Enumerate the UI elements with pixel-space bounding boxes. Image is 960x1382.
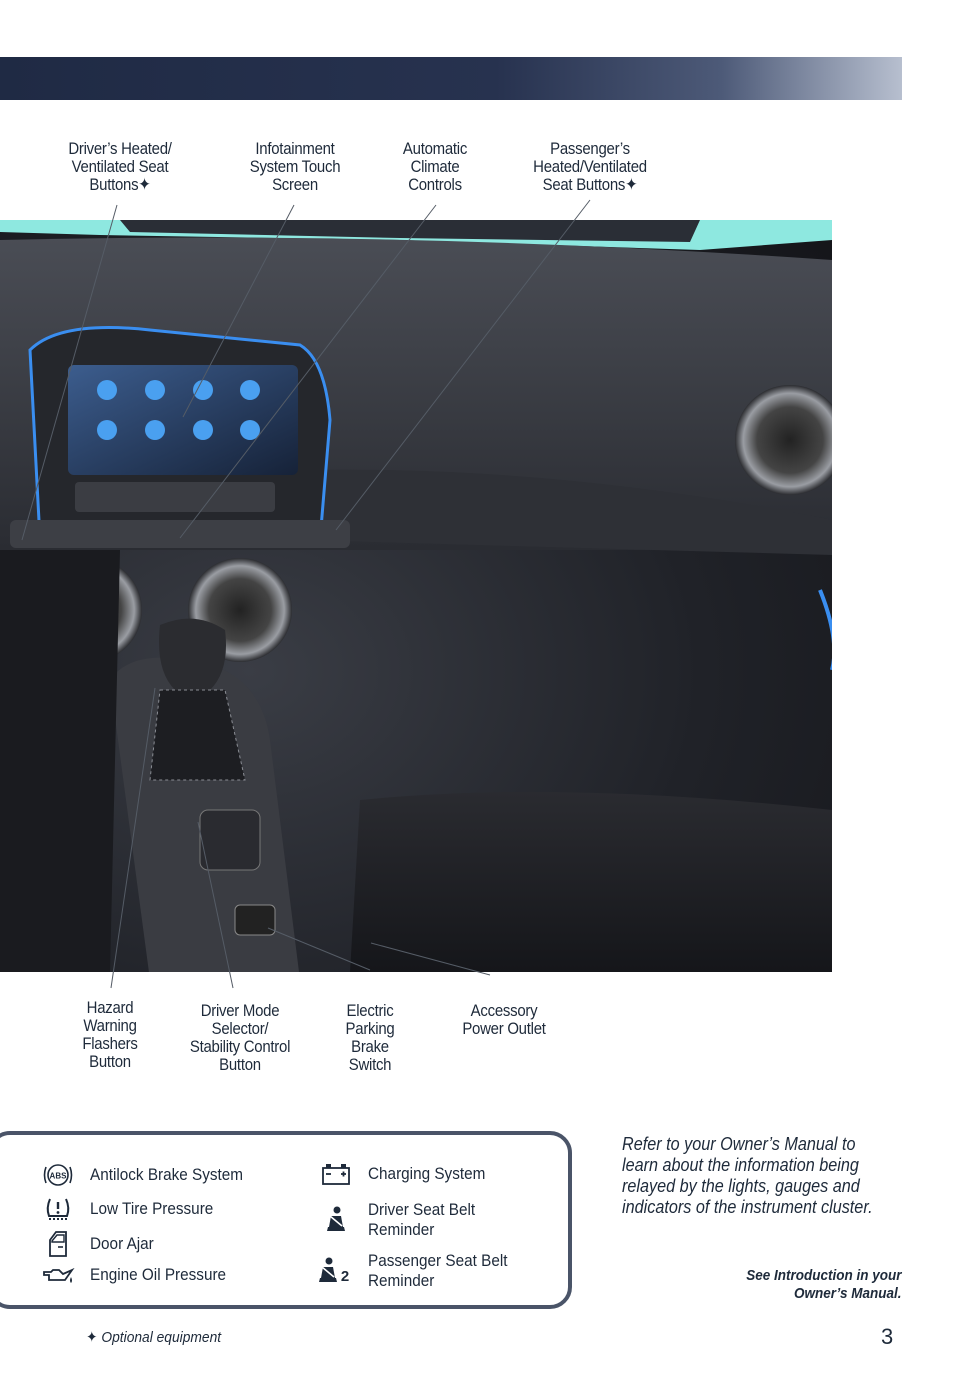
seatbelt-icon — [316, 1205, 356, 1235]
callout-hazard-button: Hazard Warning Flashers Button — [82, 998, 138, 1071]
optional-equipment-footnote: ✦ Optional equipment — [86, 1329, 222, 1346]
oil-pressure-icon — [38, 1264, 78, 1286]
callout-power-outlet: Accessory Power Outlet — [462, 1001, 546, 1038]
legend-item-charging — [316, 1162, 498, 1186]
legend-item-oil — [38, 1264, 241, 1286]
passenger-icon-number: 2 — [340, 1268, 350, 1285]
legend-item-driver-belt — [316, 1200, 487, 1240]
legend-label-oil: Engine Oil Pressure — [90, 1265, 227, 1284]
battery-icon — [316, 1162, 356, 1186]
legend-item-passenger-belt — [316, 1251, 523, 1291]
tire-pressure-icon — [38, 1196, 78, 1222]
legend-label-passenger-belt: Passenger Seat Belt Reminder — [368, 1251, 508, 1290]
legend-item-door — [38, 1230, 161, 1258]
passenger-seatbelt-icon — [316, 1256, 356, 1286]
callout-infotainment-screen: Infotainment System Touch Screen — [249, 139, 341, 194]
legend-label-tire: Low Tire Pressure — [90, 1199, 214, 1218]
door-ajar-icon — [38, 1230, 78, 1258]
header-band — [0, 57, 902, 100]
abs-icon-text: ABS — [49, 1171, 67, 1181]
page-number: 3 — [881, 1324, 894, 1349]
legend-label-abs: Antilock Brake System — [90, 1165, 244, 1184]
dashboard-illustration — [0, 220, 832, 972]
callout-driver-mode-selector: Driver Mode Selector/ Stability Control Button — [189, 1001, 291, 1074]
refer-to-manual-text: Refer to your Owner’s Manual to learn about the information being relayed by the lights, gauges and indicators of the instrument cluster. — [622, 1134, 873, 1217]
legend-label-driver-belt: Driver Seat Belt Reminder — [368, 1200, 476, 1239]
callout-parking-brake: Electric Parking Brake Switch — [345, 1001, 395, 1074]
legend-label-door: Door Ajar — [90, 1234, 154, 1253]
callout-climate-controls: Automatic Climate Controls — [402, 139, 468, 194]
legend-label-charging: Charging System — [368, 1164, 486, 1183]
legend-item-abs — [38, 1162, 260, 1188]
callout-driver-seat-buttons: Driver’s Heated/ Ventilated Seat Buttons✦ — [68, 139, 172, 194]
see-introduction-text: See Introduction in your Owner’s Manual. — [746, 1267, 902, 1302]
legend-item-tire — [38, 1196, 227, 1222]
abs-icon — [38, 1162, 78, 1188]
callout-passenger-seat-buttons: Passenger’s Heated/Ventilated Seat Buttons✦ — [533, 139, 647, 194]
dashboard-photo — [0, 220, 832, 972]
